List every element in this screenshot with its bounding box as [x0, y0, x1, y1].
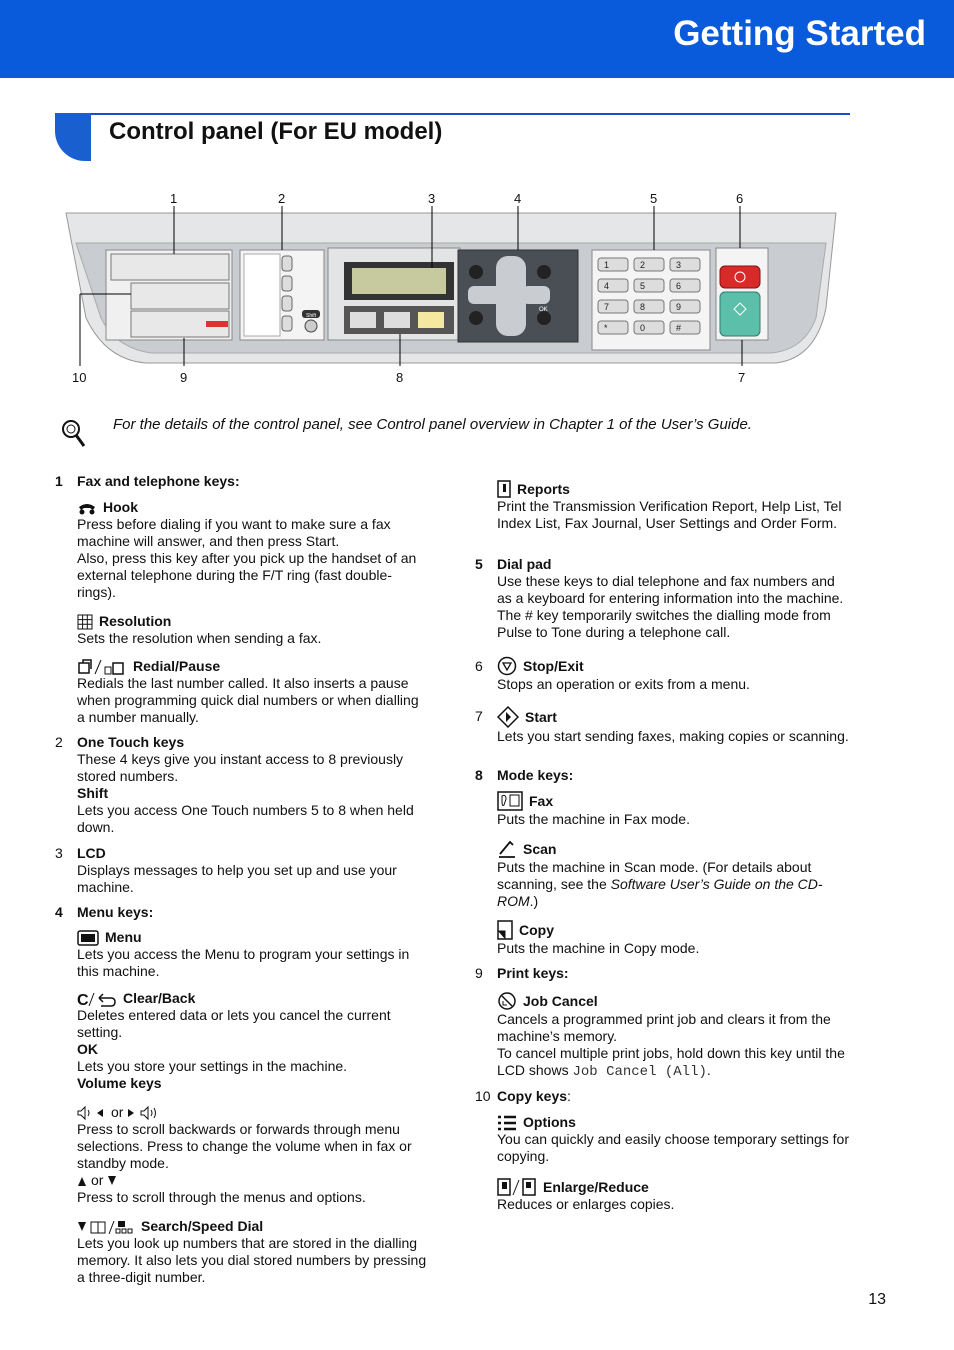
reports-desc: Print the Transmission Verification Report, Help List, Tel Index List, Fax Journal, User Settings and Order Form.: [497, 498, 842, 531]
shift-title: Shift: [77, 785, 109, 801]
dial-key-label: 5: [640, 281, 646, 291]
dial-key-label: 8: [640, 302, 646, 312]
dial-key-label: 6: [676, 281, 682, 291]
ok-label: OK: [539, 307, 548, 313]
hook-desc-2: Also, press this key after you pick up the handset of an external telephone during the F/T ring (fast double-rings).: [77, 550, 417, 600]
scan-icon: [497, 839, 517, 859]
search-title: Search/Speed Dial: [141, 1218, 264, 1234]
redial-title: Redial/Pause: [133, 658, 221, 674]
updown-desc: Press to scroll through the menus and options.: [77, 1189, 366, 1205]
volume-desc: Press to scroll backwards or forwards through menu selections. Press to change the volume when in fax or standby mode.: [77, 1121, 412, 1171]
heading-print-keys: Print keys:: [497, 965, 569, 981]
callout-9: 9: [180, 370, 188, 385]
copy-icon: [497, 920, 513, 940]
scan-title: Scan: [523, 840, 557, 857]
svg-text:C: C: [77, 991, 89, 1007]
down-arrow-icon: [107, 1175, 117, 1187]
dial-key: [598, 258, 628, 271]
heading-menu-keys: Menu keys:: [77, 904, 154, 920]
shift-desc: Lets you access One Touch numbers 5 to 8 when held down.: [77, 802, 414, 835]
ok-title: OK: [77, 1041, 98, 1057]
start-title: Start: [525, 708, 557, 725]
start-icon: [497, 706, 519, 728]
section-rule: [55, 113, 850, 115]
item-number: 8: [475, 767, 483, 783]
dial-pad-desc-2: The # key temporarily switches the dialling mode from Pulse to Tone during a telephone call.: [497, 607, 831, 640]
item-number: 2: [55, 734, 63, 750]
reports-icon: [497, 480, 511, 498]
callout-7: 7: [738, 370, 746, 385]
enlarge-reduce-icon: [497, 1178, 537, 1196]
updown-or: or: [91, 1172, 104, 1188]
note-text: For the details of the control panel, see Control panel overview in Chapter 1 of the User’s Guide.: [113, 416, 752, 433]
copy-title: Copy: [519, 921, 554, 938]
options-desc: You can quickly and easily choose temporary settings for copying.: [497, 1131, 850, 1164]
shift-label: Shift: [306, 313, 317, 319]
page-number: 13: [868, 1291, 886, 1308]
job-cancel-icon: [497, 991, 517, 1011]
dial-key: [670, 321, 700, 334]
callout-6: 6: [736, 191, 744, 206]
dial-key-label: 2: [640, 260, 646, 270]
dial-key: [634, 300, 664, 313]
clear-back-title: Clear/Back: [123, 990, 196, 1006]
dial-key-label: 4: [604, 281, 610, 291]
lcd-desc: Displays messages to help you set up and use your machine.: [77, 862, 397, 895]
item-number: 6: [475, 658, 483, 674]
resolution-desc: Sets the resolution when sending a fax.: [77, 630, 322, 646]
dial-key-label: 0: [640, 323, 646, 333]
section-title: Control panel (For EU model): [109, 118, 443, 145]
menu-desc: Lets you access the Menu to program your settings in this machine.: [77, 946, 410, 979]
volume-down-left-icon: [77, 1105, 107, 1121]
up-arrow-icon: [77, 1175, 87, 1187]
item-number: 4: [55, 904, 63, 920]
heading-copy-keys: Copy keys: [497, 1088, 568, 1104]
menu-title: Menu: [105, 929, 142, 945]
fax-icon: [497, 791, 523, 811]
callout-3: 3: [428, 191, 436, 206]
stop-exit-title: Stop/Exit: [523, 657, 584, 674]
scan-desc-end: .): [529, 893, 539, 909]
clear-back-desc: Deletes entered data or lets you cancel the current setting.: [77, 1007, 391, 1040]
item-number: 1: [55, 473, 63, 489]
start-desc: Lets you start sending faxes, making copies or scanning.: [497, 728, 849, 744]
hook-title: Hook: [103, 499, 138, 515]
stop-exit-desc: Stops an operation or exits from a menu.: [497, 676, 750, 692]
callout-4: 4: [514, 191, 522, 206]
heading-one-touch: One Touch keys: [77, 734, 185, 750]
stop-exit-icon: [497, 656, 517, 676]
callout-5: 5: [650, 191, 658, 206]
dial-key: [670, 279, 700, 292]
job-cancel-title: Job Cancel: [523, 992, 598, 1009]
options-icon: [497, 1115, 517, 1131]
header-title: Getting Started: [673, 14, 926, 53]
redial-desc: Redials the last number called. It also inserts a pause when programming quick dial numbers or when dialling a number manually.: [77, 675, 419, 725]
fax-desc: Puts the machine in Fax mode.: [497, 811, 690, 827]
job-cancel-desc: Cancels a programmed print job and clears it from the machine’s memory.: [497, 1011, 831, 1044]
callout-2: 2: [278, 191, 286, 206]
heading-lcd: LCD: [77, 845, 106, 861]
options-title: Options: [523, 1114, 576, 1130]
dial-key: [670, 258, 700, 271]
dial-key: [598, 300, 628, 313]
dial-key-label: 9: [676, 302, 682, 312]
item-number: 9: [475, 965, 483, 981]
hook-icon: [77, 501, 97, 515]
dial-key: [598, 321, 628, 334]
dial-key: [634, 279, 664, 292]
hook-desc: Press before dialing if you want to make sure a fax machine will answer, and then press Start.: [77, 516, 391, 549]
dial-key-label: 7: [604, 302, 610, 312]
item-number: 10: [475, 1088, 491, 1104]
enlarge-reduce-desc: Reduces or enlarges copies.: [497, 1196, 675, 1212]
item-number: 7: [475, 708, 483, 724]
enlarge-reduce-title: Enlarge/Reduce: [543, 1178, 649, 1195]
job-cancel-desc-2: To cancel multiple print jobs, hold down this key until the LCD shows: [497, 1045, 845, 1078]
ok-desc: Lets you store your settings in the machine.: [77, 1058, 348, 1074]
resolution-title: Resolution: [99, 613, 172, 629]
item-number: 5: [475, 556, 483, 572]
callout-8: 8: [396, 370, 404, 385]
reports-title: Reports: [517, 480, 570, 497]
volume-or: or: [111, 1104, 124, 1120]
section-tab: [55, 113, 91, 161]
lcd-message: Job Cancel (All): [572, 1064, 707, 1080]
callout-1: 1: [170, 191, 178, 206]
magnifier-icon: [60, 418, 88, 448]
dial-key-label: *: [604, 323, 608, 333]
menu-icon: [77, 930, 99, 946]
dial-key: [634, 258, 664, 271]
dial-pad-desc: Use these keys to dial telephone and fax numbers and as a keyboard for entering information into the machine.: [497, 573, 844, 606]
item-number: 3: [55, 845, 63, 861]
page-header: [0, 0, 954, 78]
control-panel-diagram: [56, 188, 856, 388]
heading-fax-keys: Fax and telephone keys:: [77, 473, 240, 489]
dial-key: [634, 321, 664, 334]
dial-key: [598, 279, 628, 292]
copy-desc: Puts the machine in Copy mode.: [497, 940, 700, 956]
fax-title: Fax: [529, 792, 554, 809]
redial-pause-icon: [77, 659, 127, 675]
heading-dial-pad: Dial pad: [497, 556, 552, 572]
search-speed-dial-icon: [77, 1219, 135, 1235]
one-touch-desc: These 4 keys give you instant access to 8 previously stored numbers.: [77, 751, 404, 784]
clear-back-icon: [77, 991, 117, 1007]
resolution-icon: [77, 614, 93, 630]
scan-desc-ref: Software User’s Guide on the CD-ROM: [497, 876, 823, 909]
dial-key-label: 3: [676, 260, 682, 270]
dial-key: [670, 300, 700, 313]
volume-title: Volume keys: [77, 1075, 162, 1091]
search-desc: Lets you look up numbers that are stored in the dialling memory. It also lets you dial stored numbers by pressing a three-digit number.: [77, 1235, 427, 1285]
dial-key-label: #: [676, 323, 682, 333]
dial-key-label: 1: [604, 260, 610, 270]
heading-mode-keys: Mode keys:: [497, 767, 574, 783]
scan-desc-1: Puts the machine in Scan mode. (For details about scanning, see the: [497, 859, 812, 892]
volume-up-right-icon: [127, 1105, 161, 1121]
callout-10: 10: [72, 370, 87, 385]
